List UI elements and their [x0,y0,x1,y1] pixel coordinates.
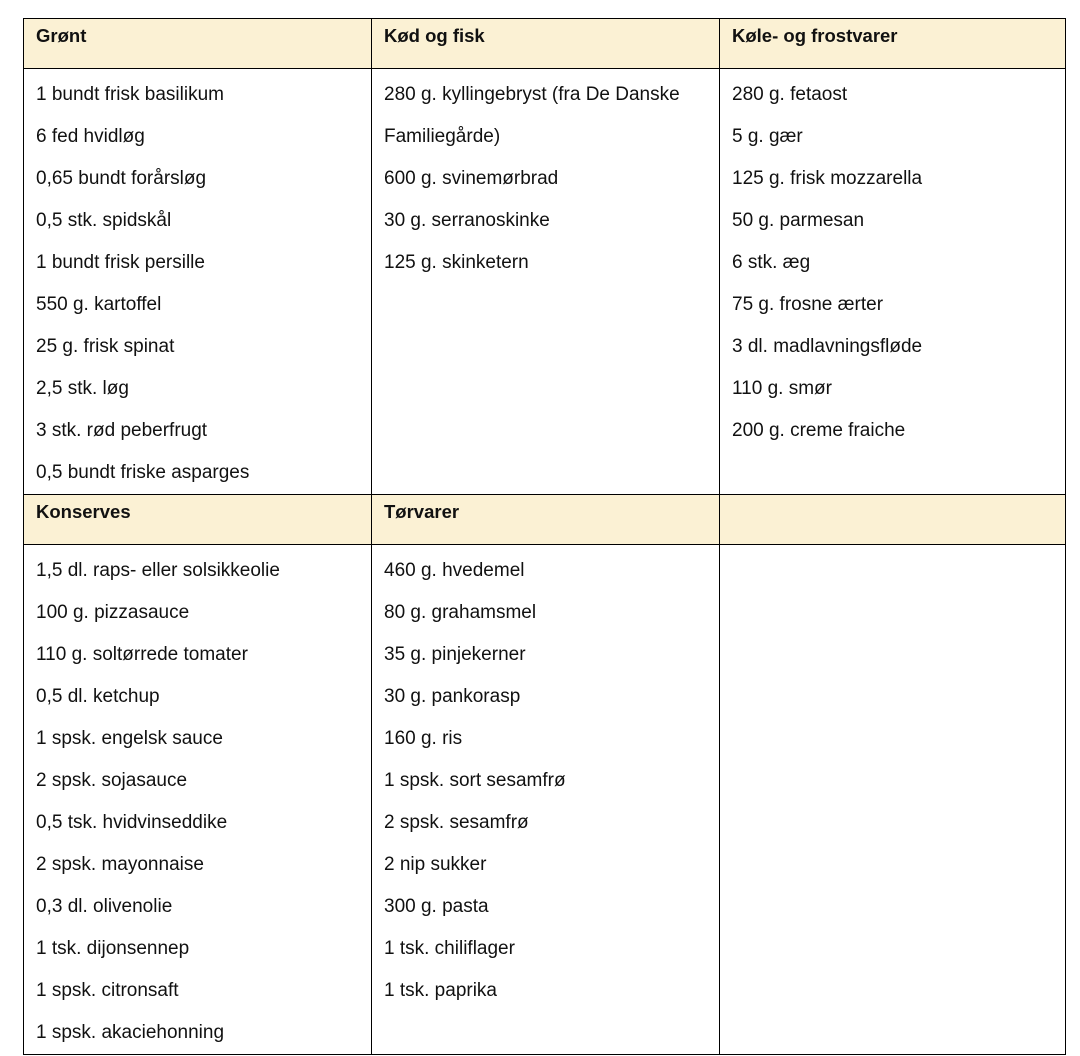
list-item: 100 g. pizzasauce [36,602,190,623]
list-item: 50 g. parmesan [732,210,865,231]
list-gront [24,69,372,495]
list-item: 0,5 dl. ketchup [36,686,160,707]
list-item: 2 spsk. sojasauce [36,770,188,791]
header-empty [720,495,1066,545]
list-item: 1 spsk. citronsaft [36,980,179,1001]
list-item: 2 spsk. mayonnaise [36,854,204,875]
list-item: 30 g. pankorasp [384,686,521,707]
list-item: 3 stk. rød peberfrugt [36,420,208,441]
list-item: 35 g. pinjekerner [384,644,526,665]
body-row-2 [24,545,1066,1055]
list-empty [720,545,1066,1055]
list-item: 1 tsk. chiliflager [384,938,515,959]
list-item: 3 dl. madlavningsfløde [732,336,923,357]
list-item: 0,5 bundt friske asparges [36,462,250,483]
list-item: 1 tsk. paprika [384,980,497,1001]
list-konserves [24,545,372,1055]
list-item: 6 fed hvidløg [36,126,145,147]
list-item: 1 bundt frisk basilikum [36,84,224,105]
header-kole-og-frostvarer: Køle- og frostvarer [720,19,1066,69]
list-item: 1 spsk. engelsk sauce [36,728,223,749]
list-item: 0,65 bundt forårsløg [36,168,207,189]
list-item: 30 g. serranoskinke [384,210,550,231]
list-torvarer [372,545,720,1055]
list-item: 1 tsk. dijonsennep [36,938,190,959]
header-torvarer: Tørvarer [372,495,720,545]
list-item: 2 spsk. sesamfrø [384,812,529,833]
list-item: 125 g. skinketern [384,252,529,273]
list-item: 1,5 dl. raps- eller solsikkeolie [36,560,280,581]
list-kod-og-fisk [372,69,720,495]
list-item: 2 nip sukker [384,854,487,875]
list-item: 280 g. fetaost [732,84,848,105]
header-gront: Grønt [24,19,372,69]
list-item: 280 g. kyllingebryst (fra De Danske Familiegårde) [384,84,680,147]
list-item: 6 stk. æg [732,252,811,273]
list-item: 25 g. frisk spinat [36,336,175,357]
list-item: 550 g. kartoffel [36,294,162,315]
list-item: 1 spsk. akaciehonning [36,1022,225,1043]
list-item: 0,5 stk. spidskål [36,210,172,231]
shopping-list-table [23,18,1066,1055]
header-kod-og-fisk: Kød og fisk [372,19,720,69]
list-item: 1 bundt frisk persille [36,252,205,273]
list-item: 600 g. svinemørbrad [384,168,559,189]
list-item: 300 g. pasta [384,896,489,917]
list-item: 1 spsk. sort sesamfrø [384,770,566,791]
list-item: 0,5 tsk. hvidvinseddike [36,812,228,833]
header-row-1 [24,19,1066,69]
body-row-1 [24,69,1066,495]
list-item: 460 g. hvedemel [384,560,525,581]
list-item: 2,5 stk. løg [36,378,129,399]
list-item: 75 g. frosne ærter [732,294,884,315]
list-item: 0,3 dl. olivenolie [36,896,173,917]
list-item: 110 g. soltørrede tomater [36,644,248,665]
list-item: 200 g. creme fraiche [732,420,906,441]
header-row-2 [24,495,1066,545]
list-item: 125 g. frisk mozzarella [732,168,923,189]
list-item: 160 g. ris [384,728,463,749]
list-kole-og-frostvarer [720,69,1066,495]
list-item: 110 g. smør [732,378,832,399]
list-item: 5 g. gær [732,126,803,147]
list-item: 80 g. grahamsmel [384,602,537,623]
header-konserves: Konserves [24,495,372,545]
